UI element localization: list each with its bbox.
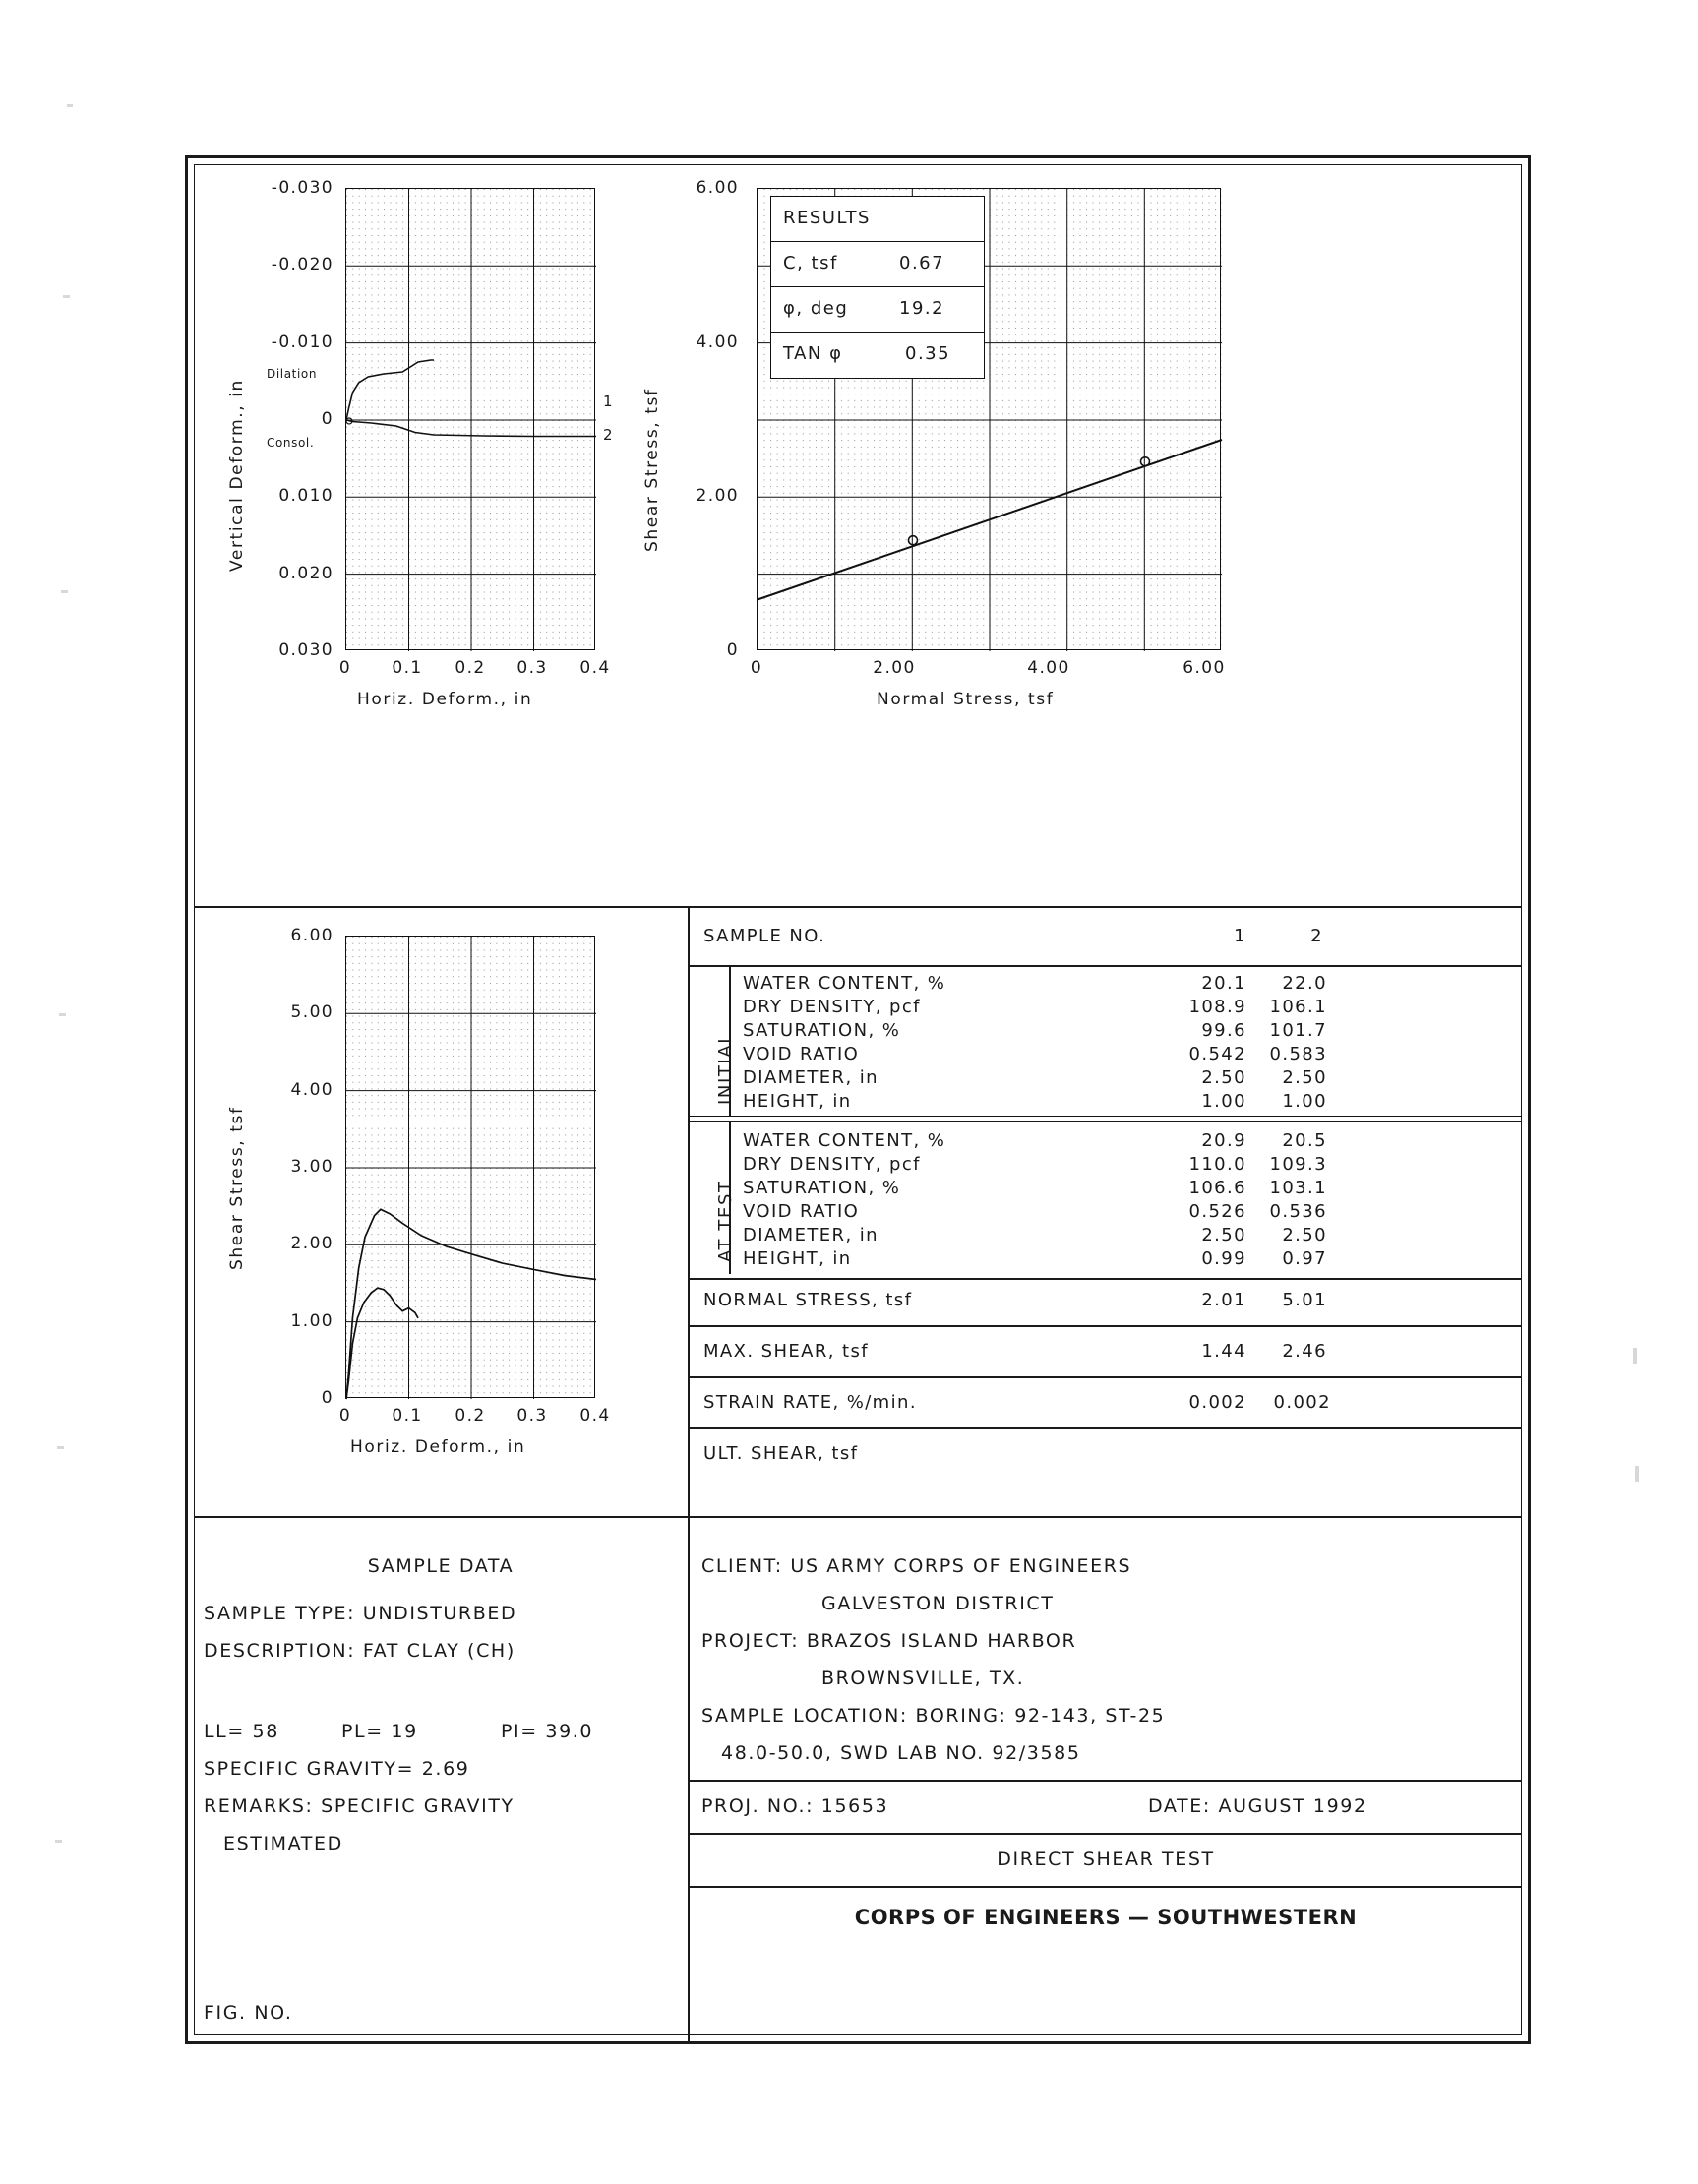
initial-row-v1: 108.9: [1188, 997, 1246, 1017]
plot2-ytick: 0: [726, 640, 739, 660]
plot-vertical-deformation-canvas: [346, 189, 596, 651]
initial-row-v2: 106.1: [1269, 997, 1327, 1017]
plot3-ytick: 4.00: [290, 1080, 334, 1100]
plot2-ytick: 6.00: [696, 178, 739, 198]
plot-vertical-deformation-ylabel: Vertical Deform., in: [227, 379, 247, 572]
summary-row-v1: 0.002: [1188, 1392, 1246, 1413]
proj-no: PROJ. NO.: 15653: [701, 1795, 889, 1817]
initial-row-v1: 1.00: [1201, 1091, 1246, 1112]
plot-vertical-deformation: [345, 188, 595, 650]
sample-col-1: 1: [1234, 926, 1246, 946]
table-rule-3: [690, 1427, 1522, 1429]
attest-row-v2: 0.97: [1282, 1248, 1327, 1269]
attest-row-label: DIAMETER, in: [743, 1225, 879, 1245]
plastic-limit: PL= 19: [341, 1721, 418, 1742]
results-row-tanphi: [771, 333, 984, 378]
attest-row-label: SATURATION, %: [743, 1178, 901, 1198]
initial-row-label: DIAMETER, in: [743, 1067, 879, 1088]
plot3-ytick: 3.00: [290, 1157, 334, 1177]
plot1-xtick: 0.2: [455, 658, 486, 678]
remarks-continued: ESTIMATED: [223, 1833, 343, 1854]
plot2-ytick: 4.00: [696, 333, 739, 352]
plot-shear-vs-deformation-xlabel: Horiz. Deform., in: [350, 1437, 526, 1457]
table-rule-initial-bottom: [690, 1121, 1522, 1122]
initial-group-label: INITIAL: [715, 1032, 736, 1105]
plot2-xtick: 0: [750, 658, 763, 678]
sample-location-line-2: 48.0-50.0, SWD LAB NO. 92/3585: [721, 1742, 1081, 1764]
results-row-phi: [771, 287, 984, 333]
results-title-row: [771, 197, 984, 242]
attest-row-v2: 109.3: [1269, 1154, 1327, 1175]
results-title: RESULTS: [783, 208, 871, 228]
attest-row-v1: 0.99: [1201, 1248, 1246, 1269]
attest-row-label: DRY DENSITY, pcf: [743, 1154, 921, 1175]
plot-failure-envelope-xlabel: Normal Stress, tsf: [877, 690, 1055, 709]
plot3-ytick: 1.00: [290, 1311, 334, 1331]
attest-group-label: AT TEST: [715, 1180, 736, 1262]
attest-row-v1: 106.6: [1188, 1178, 1246, 1198]
plot-shear-vs-deformation-ylabel: Shear Stress, tsf: [227, 1106, 247, 1270]
initial-row-v1: 99.6: [1201, 1020, 1246, 1041]
project-line-2: BROWNSVILLE, TX.: [821, 1668, 1025, 1689]
dilation-annotation: Dilation: [267, 367, 318, 381]
attest-row-v2: 2.50: [1282, 1225, 1327, 1245]
sample-type: SAMPLE TYPE: UNDISTURBED: [204, 1603, 517, 1624]
initial-row-v2: 0.583: [1269, 1044, 1327, 1064]
results-value-phi: 19.2: [899, 298, 945, 319]
initial-row-label: DRY DENSITY, pcf: [743, 997, 921, 1017]
plot-shear-vs-deformation: [345, 936, 595, 1398]
plot1-xtick: 0.3: [516, 658, 548, 678]
page-speck: [57, 1446, 64, 1449]
plot3-ytick: 6.00: [290, 926, 334, 945]
results-value-cohesion: 0.67: [899, 253, 945, 273]
remarks: REMARKS: SPECIFIC GRAVITY: [204, 1795, 515, 1817]
plot1-xtick: 0.4: [579, 658, 611, 678]
attest-row-v2: 0.536: [1269, 1201, 1327, 1222]
attest-row-v1: 0.526: [1188, 1201, 1246, 1222]
page-speck: [61, 590, 68, 593]
results-label-tanphi: TAN φ: [783, 343, 843, 364]
attest-row-v1: 2.50: [1201, 1225, 1246, 1245]
attest-row-v1: 110.0: [1188, 1154, 1246, 1175]
sample-col-2: 2: [1310, 926, 1323, 946]
liquid-limit: LL= 58: [204, 1721, 279, 1742]
results-label-cohesion: C, tsf: [783, 253, 838, 273]
title-block-rule-1: [690, 1780, 1522, 1782]
plot3-xtick: 0.2: [455, 1406, 486, 1426]
initial-row-v2: 22.0: [1282, 973, 1327, 994]
title-block-rule-2: [690, 1833, 1522, 1835]
plot1-ytick: -0.030: [271, 178, 334, 198]
plot1-ytick: 0.030: [278, 640, 334, 660]
sample-data-panel: [194, 1518, 688, 2041]
results-row-cohesion: [771, 242, 984, 287]
summary-row-v1: 2.01: [1201, 1290, 1246, 1310]
initial-row-v1: 0.542: [1188, 1044, 1246, 1064]
plot3-xtick: 0: [338, 1406, 352, 1426]
summary-row-label: ULT. SHEAR, tsf: [703, 1443, 859, 1464]
plot2-ytick: 2.00: [696, 486, 739, 506]
attest-row-label: HEIGHT, in: [743, 1248, 852, 1269]
page-speck: [1635, 1466, 1639, 1482]
summary-row-v1: 1.44: [1201, 1341, 1246, 1362]
plot1-ytick: 0: [321, 409, 334, 429]
project-line-1: PROJECT: BRAZOS ISLAND HARBOR: [701, 1630, 1077, 1652]
sample-data-title: SAMPLE DATA: [367, 1555, 515, 1577]
page-speck: [55, 1840, 62, 1843]
test-name: DIRECT SHEAR TEST: [997, 1849, 1215, 1870]
initial-row-v1: 2.50: [1201, 1067, 1246, 1088]
plot1-ytick: -0.020: [271, 255, 334, 274]
report-sheet: [185, 155, 1531, 2044]
attest-row-v2: 20.5: [1282, 1130, 1327, 1151]
sample-no-label: SAMPLE NO.: [703, 926, 826, 946]
plot3-ytick: 5.00: [290, 1002, 334, 1022]
table-rule-1: [690, 1325, 1522, 1327]
plot1-xtick: 0: [338, 658, 352, 678]
plot1-ytick: -0.010: [271, 333, 334, 352]
plot1-ytick: 0.010: [278, 486, 334, 506]
organization: CORPS OF ENGINEERS — SOUTHWESTERN: [854, 1906, 1358, 1929]
page-speck: [1633, 1348, 1637, 1364]
summary-row-v2: 0.002: [1273, 1392, 1331, 1413]
initial-row-v2: 1.00: [1282, 1091, 1327, 1112]
consol-annotation: Consol.: [267, 436, 315, 450]
page-speck: [63, 295, 70, 298]
summary-row-v2: 2.46: [1282, 1341, 1327, 1362]
curve-label-2: 2: [603, 426, 614, 444]
plot-failure-envelope-ylabel: Shear Stress, tsf: [642, 388, 662, 552]
plot3-xtick: 0.1: [392, 1406, 423, 1426]
plot1-ytick: 0.020: [278, 564, 334, 583]
curve-label-1: 1: [603, 393, 614, 410]
table-rule-2: [690, 1376, 1522, 1378]
summary-row-label: STRAIN RATE, %/min.: [703, 1392, 917, 1413]
page-speck: [67, 104, 73, 107]
initial-row-label: WATER CONTENT, %: [743, 973, 946, 994]
report-date: DATE: AUGUST 1992: [1148, 1795, 1367, 1817]
summary-row-v2: 5.01: [1282, 1290, 1327, 1310]
specific-gravity: SPECIFIC GRAVITY= 2.69: [204, 1758, 470, 1780]
page-speck: [59, 1013, 66, 1016]
attest-row-label: VOID RATIO: [743, 1201, 860, 1222]
plot3-xtick: 0.3: [516, 1406, 548, 1426]
results-label-phi: φ, deg: [783, 298, 849, 319]
table-rule-attest-bottom: [690, 1278, 1522, 1280]
initial-row-label: SATURATION, %: [743, 1020, 901, 1041]
plot3-xtick: 0.4: [579, 1406, 611, 1426]
plot3-ytick: 2.00: [290, 1234, 334, 1253]
plot2-xtick: 2.00: [873, 658, 916, 678]
sample-description: DESCRIPTION: FAT CLAY (CH): [204, 1640, 515, 1662]
initial-row-v2: 101.7: [1269, 1020, 1327, 1041]
title-block: [690, 1518, 1522, 2041]
plot1-xtick: 0.1: [392, 658, 423, 678]
specimen-data-table: [690, 908, 1522, 1516]
attest-row-label: WATER CONTENT, %: [743, 1130, 946, 1151]
initial-row-v2: 2.50: [1282, 1067, 1327, 1088]
sample-location-line-1: SAMPLE LOCATION: BORING: 92-143, ST-25: [701, 1705, 1166, 1727]
initial-row-label: HEIGHT, in: [743, 1091, 852, 1112]
attest-row-v2: 103.1: [1269, 1178, 1327, 1198]
initial-row-label: VOID RATIO: [743, 1044, 860, 1064]
plot2-xtick: 4.00: [1027, 658, 1070, 678]
plot-shear-vs-deformation-canvas: [346, 937, 596, 1399]
plasticity-index: PI= 39.0: [501, 1721, 594, 1742]
attest-row-v1: 20.9: [1201, 1130, 1246, 1151]
client-line-2: GALVESTON DISTRICT: [821, 1593, 1055, 1614]
plot-vertical-deformation-xlabel: Horiz. Deform., in: [357, 690, 533, 709]
client-line-1: CLIENT: US ARMY CORPS OF ENGINEERS: [701, 1555, 1132, 1577]
summary-row-label: MAX. SHEAR, tsf: [703, 1341, 869, 1362]
summary-row-label: NORMAL STRESS, tsf: [703, 1290, 913, 1310]
initial-row-v1: 20.1: [1201, 973, 1246, 994]
title-block-rule-3: [690, 1886, 1522, 1888]
figure-no: FIG. NO.: [204, 2002, 293, 2024]
results-value-tanphi: 0.35: [905, 343, 951, 364]
plot3-ytick: 0: [321, 1388, 334, 1408]
results-box: [770, 196, 985, 379]
plot2-xtick: 6.00: [1183, 658, 1226, 678]
